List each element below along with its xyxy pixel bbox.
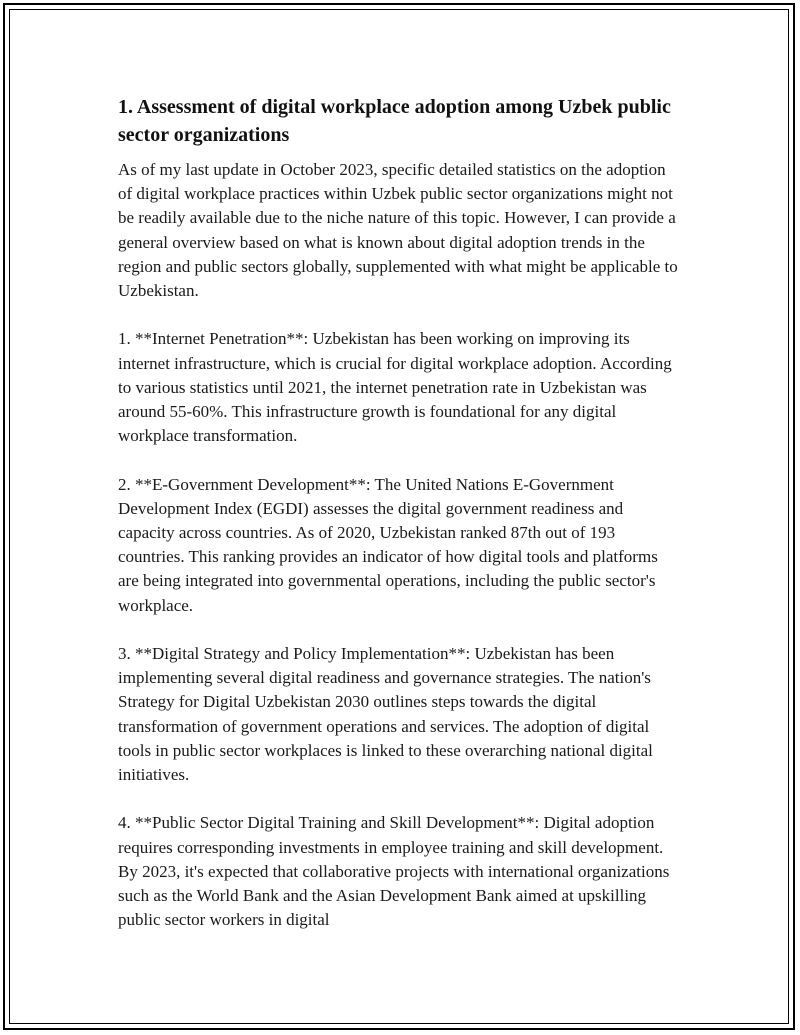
paragraph-internet-penetration: 1. **Internet Penetration**: Uzbekistan has been working on improving its internet infrastructure, which is crucial for digital workplace adoption. According to various statistics until 2021, the internet penetration rate in Uzbekistan was around 55-60%. This infrastructure growth is foundational for any digital workplace transformation. [118,329,672,446]
section-heading: 1. Assessment of digital workplace adoption among Uzbek public sector organizations [118,96,671,146]
document-body [118,93,678,932]
intro-paragraph: As of my last update in October 2023, specific detailed statistics on the adoption of digital workplace practices within Uzbek public sector organizations might not be readily available due to the niche nature of this topic. However, I can provide a general overview based on what is known about digital adoption trends in the region and public sectors globally, supplemented with what might be applicable to Uzbekistan. [118,160,678,301]
paragraph-training-skill-development: 4. **Public Sector Digital Training and Skill Development**: Digital adoption requires corresponding investments in employee training and skill development. By 2023, it's expected that collaborative projects with international organizations such as the World Bank and the Asian Development Bank aimed at upskilling public sector workers in digital [118,813,670,930]
paragraph-digital-strategy: 3. **Digital Strategy and Policy Implementation**: Uzbekistan has been implementing several digital readiness and governance strategies. The nation's Strategy for Digital Uzbekistan 2030 outlines steps towards the digital transformation of government operations and services. The adoption of digital tools in public sector workplaces is linked to these overarching national digital initiatives. [118,644,653,785]
paragraph-e-government-development: 2. **E-Government Development**: The United Nations E-Government Development Index (EGDI) assesses the digital government readiness and capacity across countries. As of 2020, Uzbekistan ranked 87th out of 193 countries. This ranking provides an indicator of how digital tools and platforms are being integrated into governmental operations, including the public sector's workplace. [118,474,658,615]
